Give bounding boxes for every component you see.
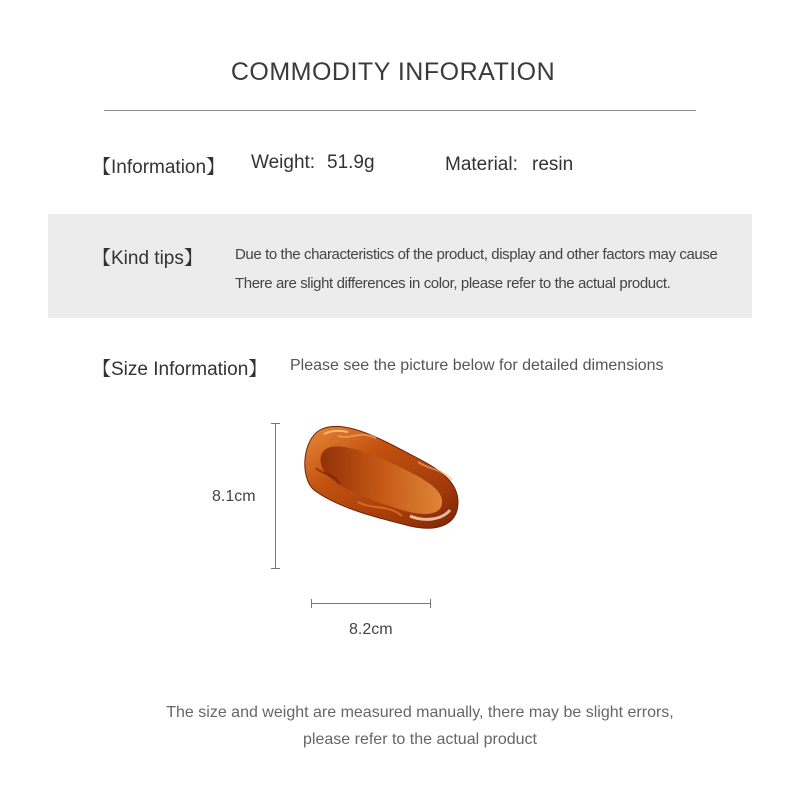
- page-title: COMMODITY INFORATION: [230, 58, 556, 86]
- information-label: 【Information】: [92, 157, 226, 178]
- footer-note-line-1: The size and weight are measured manually, there may be slight errors,: [166, 704, 674, 721]
- height-dimension-cap-top: [271, 423, 280, 424]
- weight-value: 51.9g: [327, 152, 375, 173]
- kind-tips-label: 【Kind tips】: [92, 248, 203, 269]
- weight-label: Weight:: [251, 152, 316, 173]
- material-value: resin: [532, 154, 574, 175]
- height-dimension-cap-bottom: [271, 568, 280, 569]
- width-dimension-cap-left: [311, 599, 312, 608]
- size-information-label: 【Size Information】: [92, 359, 268, 380]
- width-dimension-line: [311, 603, 431, 604]
- kind-tips-line-2: There are slight differences in color, please refer to the actual product.: [235, 275, 671, 292]
- material-label: Material:: [445, 154, 518, 175]
- height-dimension-line: [275, 423, 276, 569]
- kind-tips-line-1: Due to the characteristics of the product, display and other factors may cause: [235, 246, 718, 263]
- height-dimension-label: 8.1cm: [212, 488, 256, 505]
- footer-note-line-2: please refer to the actual product: [303, 731, 537, 748]
- width-dimension-label: 8.2cm: [349, 621, 393, 638]
- size-information-note: Please see the picture below for detailed dimensions: [290, 357, 664, 374]
- resin-ring-image: [298, 418, 468, 538]
- width-dimension-cap-right: [430, 599, 431, 608]
- title-divider: [104, 110, 696, 111]
